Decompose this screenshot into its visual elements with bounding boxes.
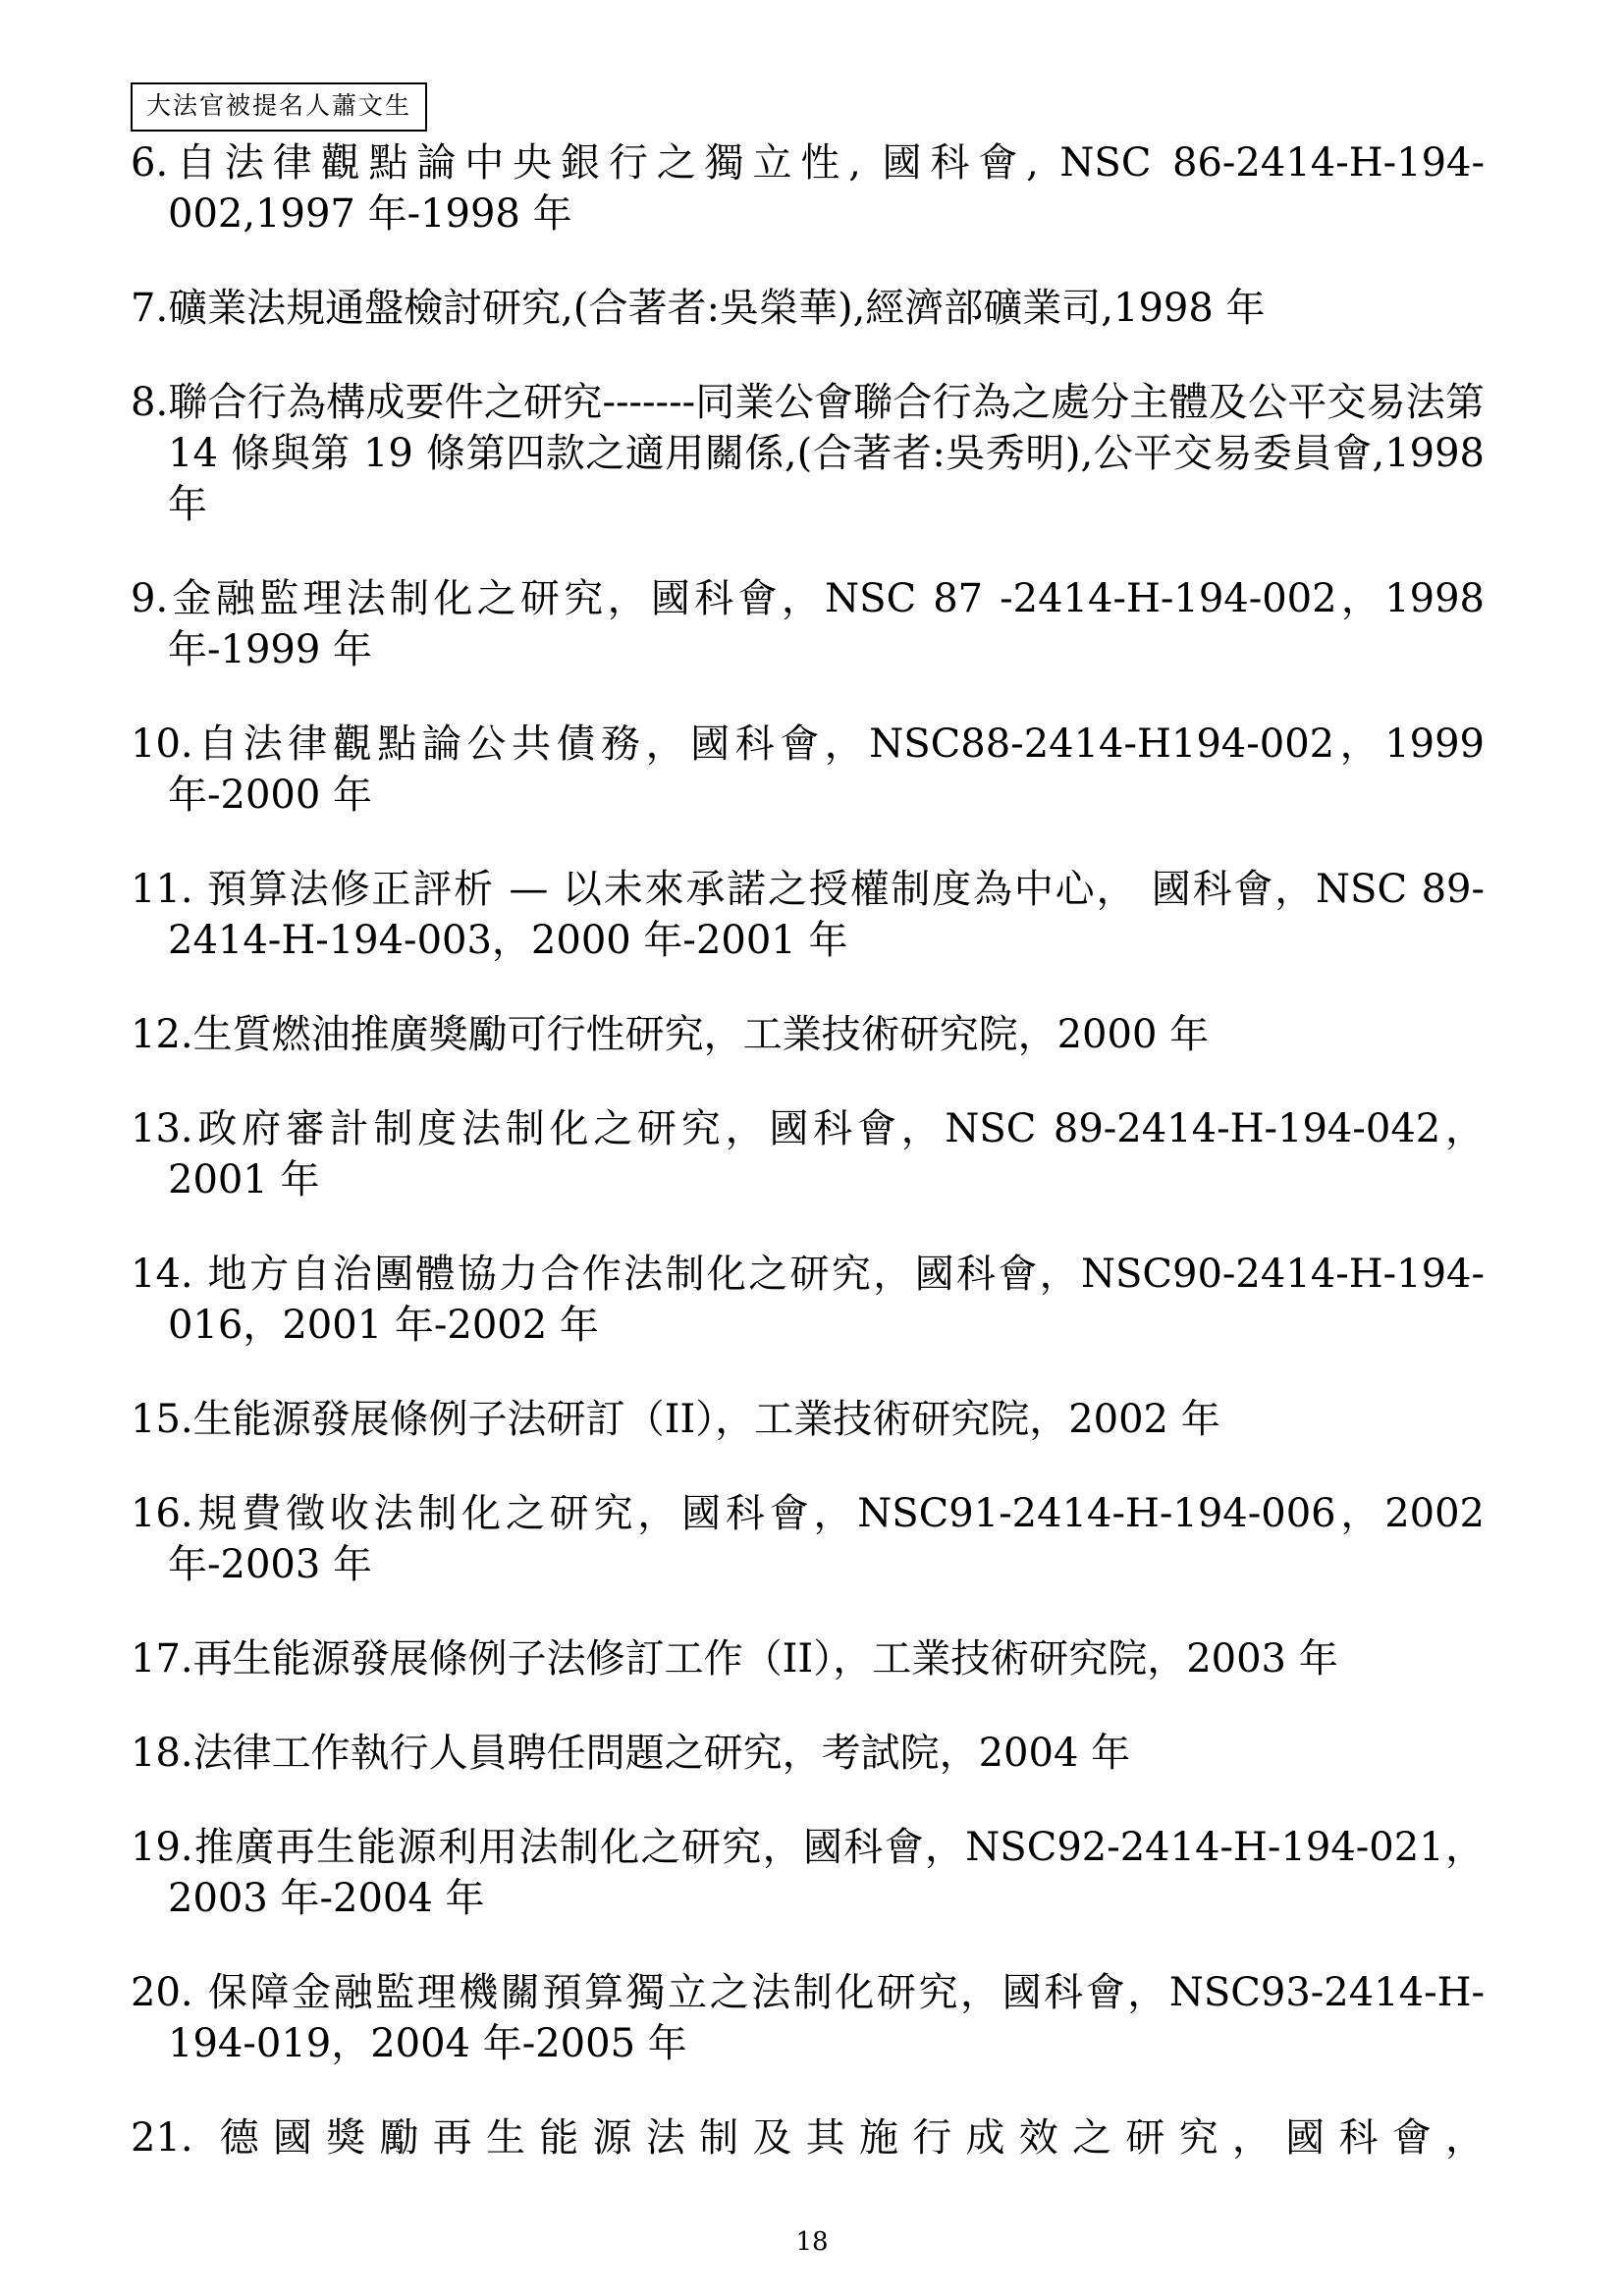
- list-item-18: 18.法律工作執行人員聘任問題之研究，考試院，2004 年: [131, 1731, 1131, 1776]
- list-item-21: 21. 德國獎勵再生能源法制及其施行成效之研究，國科會，: [131, 2115, 1485, 2161]
- publication-list: [131, 137, 1485, 2207]
- list-item-12: 12.生質燃油推廣獎勵可行性研究，工業技術研究院，2000 年: [131, 1012, 1210, 1057]
- nominee-header-box: [131, 82, 427, 132]
- list-item-19: 19.推廣再生能源利用法制化之研究，國科會，NSC92-2414-H-194-021，2003 年-2004 年: [131, 1825, 1485, 1921]
- list-item-11: 11. 預算法修正評析 — 以未來承諾之授權制度為中心， 國科會，NSC 89-2414-H-194-003，2000 年-2001 年: [131, 867, 1485, 963]
- list-item-14: 14. 地方自治團體協力合作法制化之研究，國科會，NSC90-2414-H-194-016，2001 年-2002 年: [131, 1252, 1485, 1348]
- page-number: 18: [795, 2227, 829, 2257]
- list-item-16: 16.規費徵收法制化之研究，國科會，NSC91-2414-H-194-006，2002 年-2003 年: [131, 1491, 1485, 1587]
- list-item-20: 20. 保障金融監理機關預算獨立之法制化研究，國科會，NSC93-2414-H-194-019，2004 年-2005 年: [131, 1970, 1485, 2066]
- list-item-10: 10.自法律觀點論公共債務，國科會，NSC88-2414-H194-002，1999 年-2000 年: [131, 721, 1485, 818]
- list-item-7: 7.礦業法規通盤檢討研究,(合著者:吳榮華),經濟部礦業司,1998 年: [131, 286, 1266, 331]
- list-item-8: 8.聯合行為構成要件之研究-------同業公會聯合行為之處分主體及公平交易法第 14 條與第 19 條第四款之適用關係,(合著者:吳秀明),公平交易委員會,1998 年: [131, 380, 1485, 527]
- list-item-17: 17.再生能源發展條例子法修訂工作（II），工業技術研究院，2003 年: [131, 1636, 1338, 1682]
- nominee-header-label: 大法官被提名人蕭文生: [146, 91, 412, 120]
- list-item-6: 6.自法律觀點論中央銀行之獨立性, 國科會, NSC 86-2414-H-194-002,1997 年-1998 年: [131, 140, 1485, 237]
- list-item-13: 13.政府審計制度法制化之研究，國科會，NSC 89-2414-H-194-042，2001 年: [131, 1106, 1485, 1202]
- list-item-9: 9.金融監理法制化之研究，國科會，NSC 87 -2414-H-194-002，1998 年-1999 年: [131, 576, 1485, 672]
- list-item-15: 15.生能源發展條例子法研訂（II），工業技術研究院，2002 年: [131, 1397, 1220, 1442]
